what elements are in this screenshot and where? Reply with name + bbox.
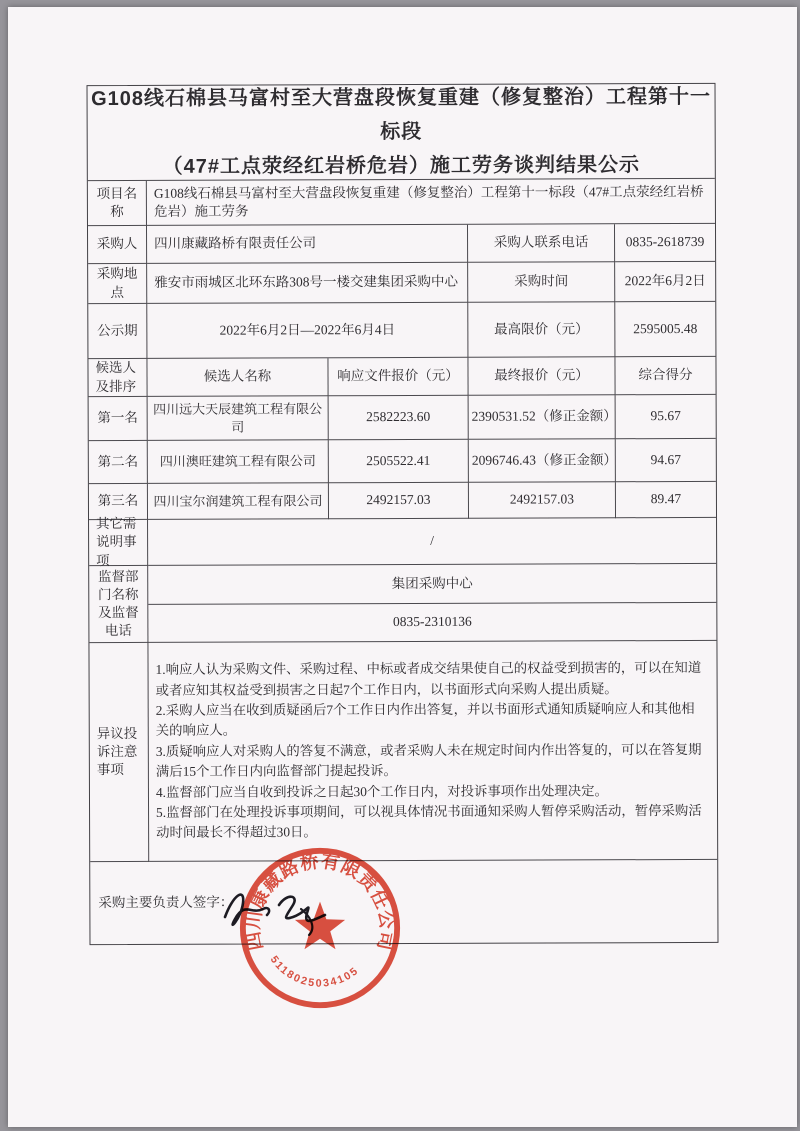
supervisor-phone-value: 0835-2310136 bbox=[148, 603, 716, 643]
objection-item-5: 5.监督部门在处理投诉事项期间，可以视具体情况书面通知采购人暂停采购活动，暂停采购活动时间最长不得超过30日。 bbox=[156, 802, 702, 841]
purchaser-phone-value: 0835-2618739 bbox=[615, 224, 715, 262]
candidate-score: 89.47 bbox=[616, 482, 716, 518]
signature-label: 采购主要负责人签字： bbox=[98, 894, 234, 910]
seal-code-text: 5118025034105 bbox=[267, 953, 362, 990]
candidates-rank-header: 候选人及排序 bbox=[88, 359, 147, 397]
document-title bbox=[88, 84, 715, 181]
objection-notice-label: 异议投诉注意事项 bbox=[89, 643, 149, 862]
purchase-location-value: 雅安市雨城区北环东路308号一楼交建集团采购中心 bbox=[147, 263, 468, 304]
signature-row bbox=[90, 860, 717, 944]
candidate-final-price: 2390531.52（修正金额） bbox=[469, 395, 616, 440]
candidate-rank: 第二名 bbox=[89, 441, 148, 484]
objection-item-1: 1.响应人认为采购文件、采购过程、中标或者成交结果使自己的权益受到损害的，可以在知道或者应知其权益受到损害之日起7个工作日内，以书面形式向采购人提出质疑。 bbox=[155, 660, 702, 698]
candidates-response-price-header: 响应文件报价（元） bbox=[328, 358, 468, 396]
candidate-response-price: 2582223.60 bbox=[329, 396, 469, 440]
svg-text:5118025034105 bbox=[268, 954, 362, 990]
candidate-name: 四川远大天辰建筑工程有限公司 bbox=[148, 396, 329, 441]
candidate-score: 95.67 bbox=[616, 395, 716, 439]
other-notes-label: 其它需说明事项 bbox=[89, 520, 148, 566]
candidates-score-header: 综合得分 bbox=[615, 357, 715, 395]
candidate-final-price: 2492157.03 bbox=[469, 482, 616, 519]
supervisor-name-value: 集团采购中心 bbox=[148, 564, 716, 605]
project-name-value: G108线石棉县马富村至大营盘段恢复重建（修复整治）工程第十一标段（47#工点荥经红岩桥危岩）施工劳务 bbox=[147, 179, 715, 226]
max-price-value: 2595005.48 bbox=[615, 302, 715, 357]
candidate-final-price: 2096746.43（修正金额） bbox=[469, 439, 616, 483]
candidate-rank: 第一名 bbox=[89, 397, 148, 441]
purchase-location-label: 采购地点 bbox=[88, 264, 147, 304]
candidate-score: 94.67 bbox=[616, 439, 716, 482]
document-title-line2: （47#工点荥经红岩桥危岩）施工劳务谈判结果公示 bbox=[162, 154, 641, 178]
purchase-time-label: 采购时间 bbox=[468, 262, 615, 303]
project-name-label: 项目名称 bbox=[88, 181, 147, 226]
candidate-rank: 第三名 bbox=[89, 484, 148, 520]
other-notes-value: / bbox=[148, 518, 716, 566]
purchaser-label: 采购人 bbox=[88, 226, 147, 264]
objection-item-2: 2.采购人应当在收到质疑函后7个工作日内作出答复，并以书面形式通知质疑响应人和其他相关的响应人。 bbox=[155, 701, 695, 739]
objection-item-4: 4.监督部门应当自收到投诉之日起30个工作日内，对投诉事项作出处理决定。 bbox=[155, 782, 608, 800]
candidate-response-price: 2505522.41 bbox=[329, 440, 469, 483]
candidates-name-header: 候选人名称 bbox=[147, 358, 328, 397]
purchaser-value: 四川康藏路桥有限责任公司 bbox=[147, 225, 468, 264]
candidate-response-price: 2492157.03 bbox=[329, 483, 469, 519]
candidates-final-price-header: 最终报价（元） bbox=[468, 357, 615, 396]
objection-notice-content bbox=[148, 641, 717, 862]
announcement-table bbox=[87, 83, 719, 945]
publicity-period-value: 2022年6月2日—2022年6月4日 bbox=[147, 303, 468, 359]
max-price-label: 最高限价（元） bbox=[468, 302, 615, 358]
purchaser-phone-label: 采购人联系电话 bbox=[468, 224, 615, 263]
candidate-name: 四川宝尔润建筑工程有限公司 bbox=[148, 483, 329, 520]
document-title-line1: G108线石棉县马富村至大营盘段恢复重建（修复整治）工程第十一标段 bbox=[91, 85, 712, 144]
objection-notice-list bbox=[152, 656, 715, 845]
objection-item-3: 3.质疑响应人对采购人的答复不满意，或者采购人未在规定时间内作出答复的，可以在答复期满后15个工作日内向监督部门提起投诉。 bbox=[155, 741, 702, 780]
publicity-period-label: 公示期 bbox=[88, 304, 147, 359]
purchase-time-value: 2022年6月2日 bbox=[615, 262, 715, 302]
seal-company-text: 四川康藏路桥有限责任公司 bbox=[241, 849, 399, 954]
candidate-name: 四川澳旺建筑工程有限公司 bbox=[148, 440, 329, 484]
paper-sheet bbox=[8, 7, 797, 1127]
supervisor-label: 监督部门名称及监督电话 bbox=[89, 566, 148, 643]
